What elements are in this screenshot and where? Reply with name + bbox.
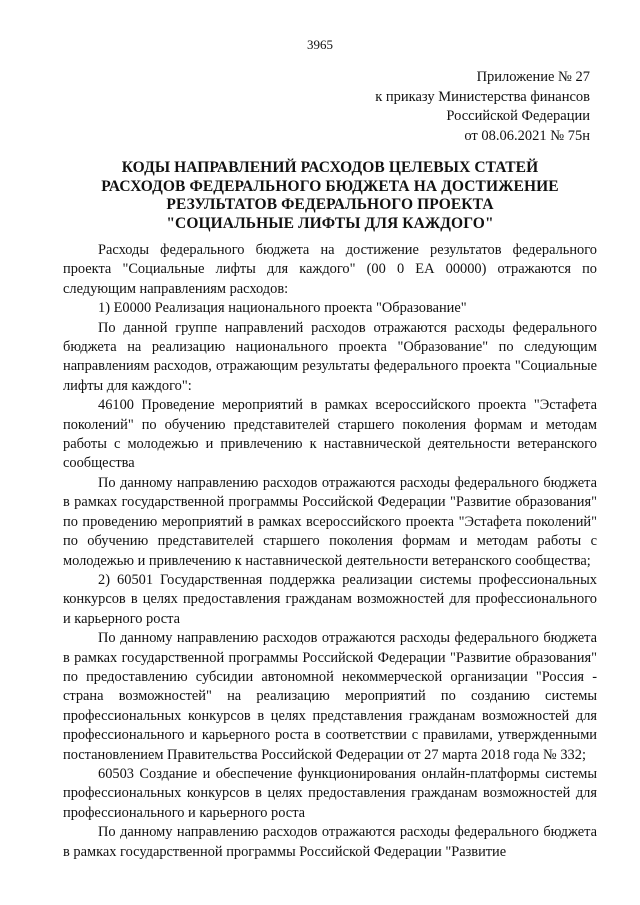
paragraph: По данному направлению расходов отражаются расходы федерального бюджета в рамках государственной программы Российской Федерации "Развитие образования" по проведению мероприятий в рамках всероссийского проекта "Эстафета поколений" по обучению представителей старшего поколения формам и методам работы с молодежью и привлечению к наставнической деятельности ветеранского сообщества;: [63, 474, 597, 569]
page-number: 3965: [307, 37, 333, 52]
document-title: [80, 159, 580, 233]
paragraph: 2) 60501 Государственная поддержка реализации системы профессиональных конкурсов в целях предоставления гражданам возможностей для профессионального и карьерного роста: [63, 571, 597, 627]
paragraph: По данному направлению расходов отражаются расходы федерального бюджета в рамках государственной программы Российской Федерации "Развитие образования" по предоставлению субсидии автономной некоммерческой организации "Россия - страна возможностей" на реализацию мероприятий по созданию системы профессиональных конкурсов в целях представления гражданам возможностей для профессионального и карьерного роста в соответствии с правилами, утвержденными постановлением Правительства Российской Федерации от 27 марта 2018 года № 332;: [63, 630, 597, 763]
title-line: РАСХОДОВ ФЕДЕРАЛЬНОГО БЮДЖЕТА НА ДОСТИЖЕНИЕ: [101, 177, 559, 195]
appendix-line: Российской Федерации: [446, 108, 590, 124]
appendix-line: Приложение № 27: [476, 69, 590, 85]
title-line: КОДЫ НАПРАВЛЕНИЙ РАСХОДОВ ЦЕЛЕВЫХ СТАТЕЙ: [121, 159, 539, 176]
appendix-line: к приказу Министерства финансов: [375, 88, 590, 105]
appendix-header: [330, 68, 590, 146]
paragraph: По данному направлению расходов отражаются расходы федерального бюджета в рамках государственной программы Российской Федерации "Развитие: [63, 824, 597, 860]
title-line: РЕЗУЛЬТАТОВ ФЕДЕРАЛЬНОГО ПРОЕКТА: [166, 196, 494, 213]
paragraph: 46100 Проведение мероприятий в рамках всероссийского проекта "Эстафета поколений" по обучению представителей старшего поколения формам и методам работы с молодежью и привлечению к наставнической деятельности ветеранского сообщества: [63, 397, 597, 472]
paragraph: 1) Е0000 Реализация национального проекта "Образование": [98, 300, 467, 317]
title-line: "СОЦИАЛЬНЫЕ ЛИФТЫ ДЛЯ КАЖДОГО": [166, 214, 494, 232]
appendix-line: от 08.06.2021 № 75н: [464, 127, 590, 144]
paragraph: 60503 Создание и обеспечение функционирования онлайн-платформы системы профессиональных конкурсов в целях предоставления гражданам возможностей для профессионального и карьерного роста: [63, 765, 597, 821]
paragraph: По данной группе направлений расходов отражаются расходы федерального бюджета на реализацию национального проекта "Образование" по следующим направлениям расходов, отражающим результаты федерального проекта "Социальные лифты для каждого":: [63, 319, 597, 394]
document-body: [63, 241, 597, 862]
paragraph: Расходы федерального бюджета на достижение результатов федерального проекта "Социальные лифты для каждого" (00 0 ЕА 00000) отражаются по следующим направлениям расходов:: [63, 242, 597, 297]
